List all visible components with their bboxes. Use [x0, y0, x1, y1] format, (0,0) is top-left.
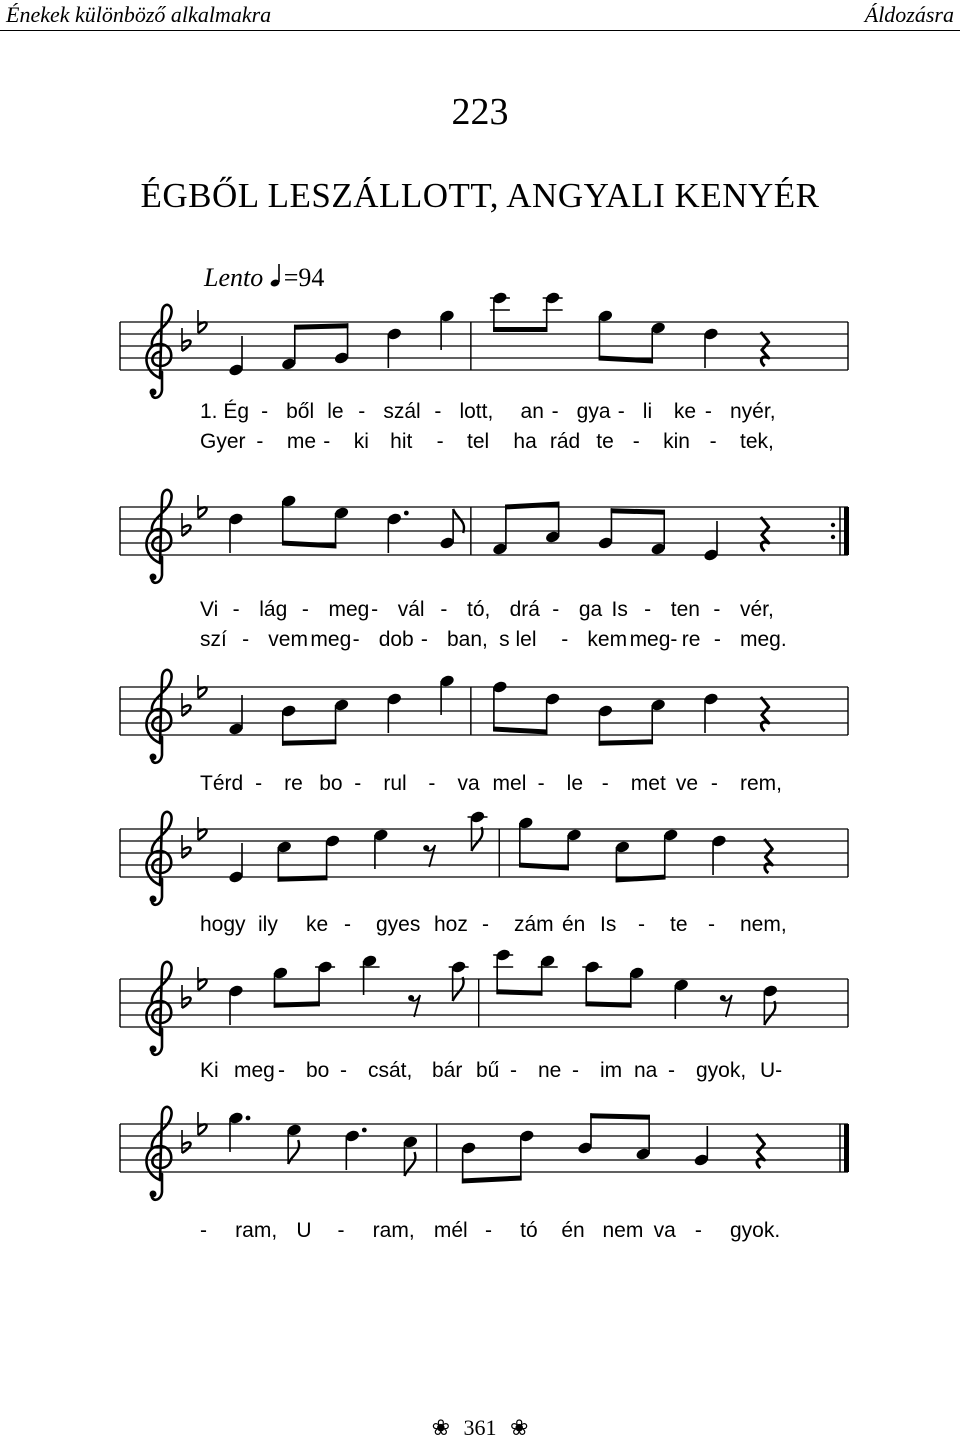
flat-icon: [182, 1130, 191, 1153]
lyric-syllable: szál: [383, 400, 421, 423]
lyric-hyphen: -: [242, 628, 250, 651]
eighth-note: [545, 502, 561, 545]
lyric-syllable: rul: [383, 772, 407, 795]
quarter-note: [344, 1128, 367, 1170]
beam: [493, 727, 547, 735]
lyric-hyphen: -: [434, 400, 442, 423]
eighth-note: [663, 828, 679, 880]
beam: [274, 1001, 320, 1008]
quarter-note: [228, 1111, 251, 1152]
eighth-note: [402, 1135, 418, 1176]
lyric-syllable: dob: [378, 628, 414, 651]
lyric-syllable: lág: [259, 598, 288, 621]
flat-icon: [182, 513, 191, 536]
header-left: Énekek különböző alkalmakra: [6, 2, 272, 27]
treble-clef-icon: [146, 305, 171, 398]
quarter-note: [703, 521, 719, 562]
staff-system-1: [0, 290, 960, 410]
lyric-hyphen: -: [371, 598, 379, 621]
eighth-note: [286, 1123, 302, 1164]
beam: [493, 327, 547, 332]
lyric-hyphen: -: [354, 772, 362, 795]
quarter-note: [228, 984, 244, 1025]
lyric-syllable: ből: [286, 400, 315, 423]
lyric-syllable: an: [520, 400, 544, 423]
lyric-hyphen: -: [617, 400, 625, 423]
club-ornament-icon: ❀: [510, 1415, 529, 1440]
staff-system-2: [0, 475, 960, 595]
lyric-hyphen: -: [709, 430, 717, 453]
lyric-syllable: va: [457, 772, 480, 795]
lyric-syllable: U-: [760, 1059, 783, 1082]
eighth-note: [490, 291, 510, 332]
lyric-syllable: bű: [476, 1059, 500, 1082]
beam: [611, 508, 665, 515]
lyric-hyphen: -: [420, 628, 428, 651]
lyric-syllable: re: [284, 772, 303, 795]
beam: [282, 541, 336, 549]
lyric-syllable: ki: [353, 430, 369, 453]
lyric-syllable: tel: [467, 430, 490, 453]
beam: [294, 323, 348, 330]
beam: [282, 739, 336, 746]
beam: [519, 863, 569, 871]
hymn-number: 223: [451, 91, 509, 133]
lyric-hyphen: -: [344, 913, 351, 936]
quarter-note: [439, 309, 455, 350]
eighth-rest: [408, 995, 420, 1017]
lyric-hyphen: -: [632, 430, 640, 453]
quarter-note: [439, 674, 455, 715]
lyric-syllable: le: [566, 772, 584, 795]
beam: [496, 989, 542, 996]
lyric-hyphen: -: [561, 628, 569, 651]
lyric-hyphen: -: [668, 1059, 675, 1082]
lyric-syllable: hit: [390, 430, 413, 453]
eighth-note: [492, 680, 508, 732]
quarter-note: [693, 1126, 709, 1167]
eighth-note: [629, 966, 645, 1008]
club-ornament-icon: ❀: [431, 1415, 450, 1440]
lyric-hyphen: -: [301, 598, 309, 621]
lyric-hyphen: -: [440, 598, 448, 621]
lyric-syllable: ke: [306, 913, 329, 936]
eighth-note: [281, 494, 297, 546]
lyric-syllable: zám: [514, 913, 554, 936]
eighth-note: [582, 960, 602, 1006]
lyric-syllable: vál: [397, 598, 425, 621]
lyric-hyphen: -: [694, 1219, 702, 1242]
flat-icon: [182, 985, 191, 1008]
beam: [599, 356, 653, 364]
lyric-syllable: vér,: [740, 598, 774, 621]
lyric-hyphen: -: [436, 430, 444, 453]
lyric-syllable: szí: [200, 628, 227, 651]
treble-clef-icon: [146, 490, 171, 583]
lyric-hyphen: -: [713, 628, 721, 651]
lyric-syllable: meg: [310, 628, 352, 651]
lyric-syllable: re: [681, 628, 701, 651]
tempo-marking: [204, 262, 324, 293]
lyric-syllable: mel: [492, 772, 527, 795]
staff-system-3: [0, 655, 960, 775]
lyric-syllable: Gyer: [200, 430, 246, 453]
lyric-syllable: kem: [587, 628, 628, 651]
lyric-syllable: Ki: [200, 1059, 219, 1082]
eighth-note: [468, 810, 488, 851]
eighth-note: [614, 840, 630, 883]
lyric-hyphen: -: [337, 1219, 345, 1242]
beam: [590, 1113, 650, 1120]
staff-system-4: [0, 797, 960, 917]
quarter-rest: [761, 332, 769, 366]
lyric-hyphen: -: [704, 400, 712, 423]
lyric-hyphen: -: [537, 772, 545, 795]
eighth-rest: [423, 845, 435, 867]
quarter-note: [386, 327, 402, 368]
lyric-syllable: gyok.: [730, 1219, 781, 1242]
lyric-syllable: gyes: [376, 913, 421, 936]
quarter-note: [228, 336, 244, 377]
flat-icon: [182, 693, 191, 716]
eighth-note: [538, 954, 558, 996]
tempo-value: =94: [283, 263, 325, 292]
page-number: 361: [463, 1415, 497, 1440]
beam: [505, 502, 559, 510]
flat-icon: [182, 835, 191, 858]
lyric-syllable: ha: [513, 430, 537, 453]
lyric-syllable: im: [600, 1059, 623, 1082]
lyric-syllable: én: [561, 1219, 585, 1242]
lyric-hyphen: -: [713, 598, 721, 621]
treble-clef-icon: [146, 1107, 171, 1200]
lyric-syllable: drá: [509, 598, 540, 621]
lyric-hyphen: -: [255, 772, 263, 795]
lyric-syllable: lott,: [459, 400, 494, 423]
quarter-note: [228, 695, 244, 736]
eighth-note: [439, 509, 464, 550]
quarter-note: [386, 692, 402, 733]
page-footer: [0, 1415, 960, 1441]
beam: [278, 875, 328, 882]
lyric-hyphen: -: [278, 1059, 285, 1082]
lyric-syllable: me: [286, 430, 317, 453]
lyric-syllable: vem: [268, 628, 308, 651]
treble-clef-icon: [146, 962, 171, 1055]
beam: [599, 739, 653, 746]
lyric-syllable: nyér,: [730, 400, 776, 423]
eighth-note: [577, 1113, 593, 1155]
lyric-hyphen: -: [428, 772, 436, 795]
lyric-syllable: Vi: [200, 598, 219, 621]
eighth-rest: [720, 995, 732, 1017]
lyric-hyphen: -: [261, 400, 269, 423]
lyric-hyphen: -: [256, 430, 264, 453]
eighth-note: [315, 960, 335, 1006]
lyric-syllable: mél: [433, 1219, 468, 1242]
lyric-syllable: nem: [602, 1219, 644, 1242]
lyric-syllable: ram,: [235, 1219, 278, 1242]
eighth-note: [518, 816, 534, 868]
quarter-rest: [756, 1134, 764, 1168]
lyric-hyphen: -: [510, 1059, 517, 1082]
lyric-hyphen: -: [232, 598, 240, 621]
eighth-note: [449, 960, 469, 1001]
eighth-note: [650, 321, 666, 364]
lyric-syllable: rád: [549, 430, 581, 453]
eighth-note: [324, 834, 340, 880]
quarter-note: [703, 692, 719, 733]
lyric-hyphen: -: [352, 628, 360, 651]
eighth-note: [493, 948, 513, 994]
eighth-note: [281, 704, 297, 746]
quarter-note: [703, 327, 719, 368]
lyric-syllable: én: [562, 913, 586, 936]
lyric-syllable: Is: [600, 913, 617, 936]
lyric-syllable: Térd: [200, 772, 244, 795]
quarter-note: [711, 834, 727, 875]
eighth-note: [333, 698, 349, 744]
eighth-note: [519, 1129, 535, 1181]
lyric-hyphen: -: [551, 400, 559, 423]
lyric-syllable: ne: [538, 1059, 562, 1082]
header-rule: [0, 30, 960, 31]
lyric-syllable: csát,: [368, 1059, 413, 1082]
eighth-note: [650, 698, 666, 744]
lyric-hyphen: -: [552, 598, 560, 621]
lyric-syllable: bo: [319, 772, 343, 795]
eighth-note: [333, 323, 349, 365]
staff-system-6: [0, 1092, 960, 1212]
beam: [616, 875, 666, 883]
lyric-syllable: ten: [670, 598, 700, 621]
eighth-note: [566, 828, 582, 871]
lyric-syllable: le: [327, 400, 344, 423]
eighth-note: [597, 704, 613, 746]
lyric-syllable: na: [634, 1059, 658, 1082]
treble-clef-icon: [146, 812, 171, 905]
lyric-syllable: bár: [432, 1059, 463, 1082]
eighth-note: [281, 325, 297, 371]
lyric-syllable: gya: [576, 400, 611, 423]
tempo-name: Lento: [204, 263, 264, 292]
lyric-syllable: meg: [328, 598, 370, 621]
eighth-note: [597, 508, 613, 550]
eighth-note: [543, 291, 563, 332]
quarter-rest: [761, 697, 769, 731]
flat-icon: [182, 328, 191, 351]
lyric-syllable: li: [642, 400, 653, 423]
lyric-syllable: ram,: [372, 1219, 415, 1242]
lyric-syllable: kin: [663, 430, 690, 453]
eighth-note: [635, 1115, 651, 1161]
quarter-note: [360, 954, 380, 995]
lyric-syllable: va: [653, 1219, 676, 1242]
lyric-hyphen: -: [638, 913, 645, 936]
eighth-note: [762, 984, 778, 1025]
lyric-syllable: rem,: [740, 772, 782, 795]
lyric-syllable: bo: [306, 1059, 330, 1082]
lyric-hyphen: -: [644, 598, 652, 621]
lyric-syllable: U: [296, 1219, 312, 1242]
hymn-title: ÉGBŐL LESZÁLLOTT, ANGYALI KENYÉR: [140, 176, 820, 215]
lyric-syllable: Is: [611, 598, 628, 621]
lyric-syllable: met: [630, 772, 666, 795]
quarter-rest: [764, 839, 772, 873]
eighth-note: [276, 840, 292, 882]
lyric-syllable: ga: [578, 598, 603, 621]
eighth-note: [597, 309, 613, 361]
lyric-hyphen: -: [708, 913, 715, 936]
lyric-syllable: ily: [258, 913, 278, 936]
lyric-syllable: meg.: [740, 628, 787, 651]
lyric-syllable: te: [596, 430, 614, 453]
eighth-note: [272, 966, 288, 1008]
lyric-syllable: tó: [520, 1219, 538, 1242]
lyric-hyphen: -: [340, 1059, 347, 1082]
header-right: Áldozásra: [864, 2, 954, 27]
lyric-syllable: ve: [675, 772, 699, 795]
lyric-hyphen: -: [710, 772, 718, 795]
lyric-syllable: s lel: [499, 628, 537, 651]
lyric-syllable: ban,: [447, 628, 488, 651]
lyric-syllable: hoz: [434, 913, 468, 936]
eighth-note: [545, 692, 561, 735]
quarter-note: [386, 511, 409, 553]
quarter-note-icon: [270, 262, 284, 288]
lyric-syllable: meg: [234, 1059, 275, 1082]
lyric-hyphen: -: [485, 1219, 492, 1242]
quarter-note: [373, 828, 389, 869]
eighth-note: [650, 510, 666, 556]
lyric-syllable: gyok,: [696, 1059, 747, 1082]
lyric-hyphen: -: [358, 400, 366, 423]
lyric-syllable: 1. Ég: [200, 400, 250, 423]
lyric-hyphen: -: [323, 430, 331, 453]
staff-system-5: [0, 947, 960, 1067]
eighth-note: [492, 505, 508, 557]
lyric-hyphen: -: [601, 772, 609, 795]
beam: [585, 1001, 631, 1008]
treble-clef-icon: [146, 670, 171, 763]
lyric-syllable: te: [670, 913, 688, 936]
lyric-hyphen: -: [572, 1059, 579, 1082]
lyric-syllable: tó,: [467, 598, 491, 621]
lyric-syllable: meg-: [629, 628, 678, 651]
quarter-note: [228, 512, 244, 553]
lyric-syllable: ke: [673, 400, 697, 423]
quarter-note: [228, 843, 244, 884]
quarter-note: [673, 978, 689, 1019]
beam: [462, 1176, 522, 1184]
lyric-hyphen: -: [482, 913, 489, 936]
lyric-syllable: tek,: [740, 430, 774, 453]
lyric-syllable: nem,: [740, 913, 787, 936]
eighth-note: [461, 1141, 477, 1184]
lyric-syllable: hogy: [200, 913, 246, 936]
eighth-note: [333, 506, 349, 549]
quarter-rest: [761, 517, 769, 551]
lyric-hyphen: -: [200, 1219, 207, 1242]
